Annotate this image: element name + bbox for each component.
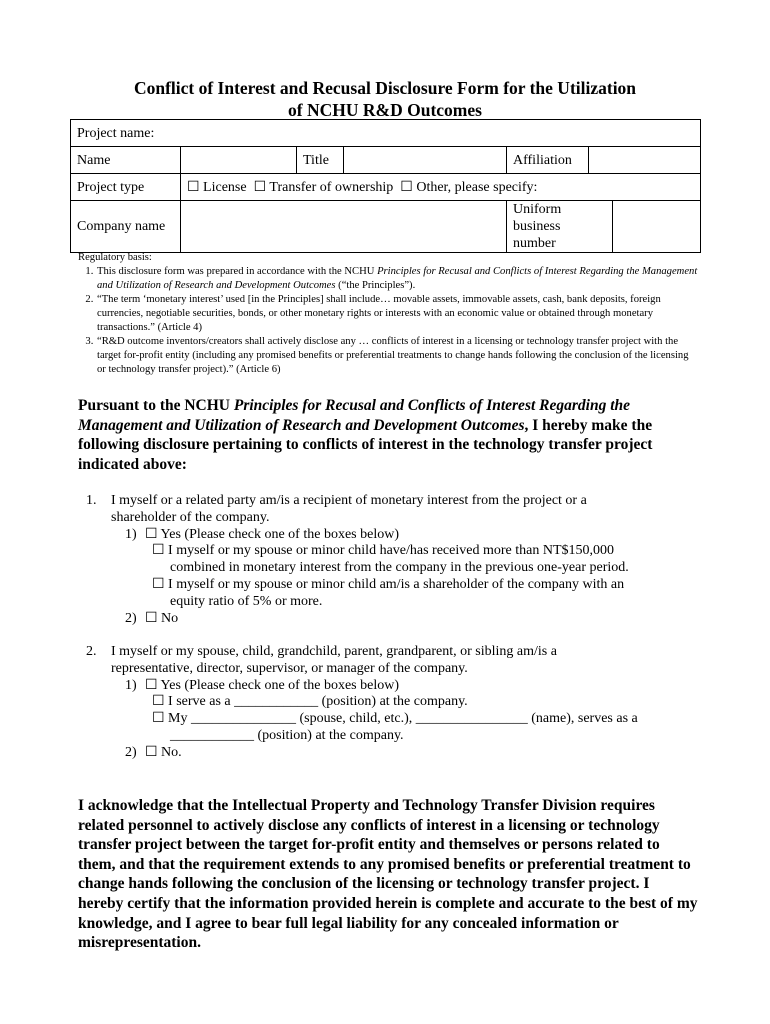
uniform-business-number-label: Uniform business number [507, 201, 613, 253]
question-text-cont: representative, director, supervisor, or manager of the company. [111, 660, 468, 676]
checkbox-option-cont: equity ratio of 5% or more. [170, 593, 323, 609]
regulatory-heading: Regulatory basis: [78, 252, 152, 263]
yes-checkbox[interactable]: ☐ Yes (Please check one of the boxes below) [145, 677, 399, 693]
checkbox-option[interactable]: ☐ I myself or my spouse or minor child am/is a shareholder of the company with an [152, 576, 625, 592]
disclosure-table [70, 119, 701, 253]
question-text: I myself or my spouse, child, grandchild, parent, grandparent, or sibling am/is a [111, 644, 557, 659]
disclosure-statement [78, 396, 678, 474]
checkbox-option-cont: ____________ (position) at the company. [170, 727, 404, 743]
question-1 [78, 493, 698, 627]
name-input-cell[interactable] [181, 147, 297, 174]
form-title [70, 77, 700, 121]
company-name-input-cell[interactable] [181, 201, 507, 253]
regulatory-list [78, 265, 698, 377]
intro-prefix: Pursuant to the NCHU [78, 397, 234, 414]
title-input-cell[interactable] [344, 147, 507, 174]
affiliation-input-cell[interactable] [589, 147, 701, 174]
company-name-label: Company name [71, 201, 181, 253]
form-title-line1: Conflict of Interest and Recusal Disclosure Form for the Utilization [133, 78, 637, 98]
name-label: Name [71, 147, 181, 174]
regulatory-item1-text: This disclosure form was prepared in accordance with the NCHU [97, 266, 378, 277]
project-name-field[interactable] [71, 120, 701, 147]
no-checkbox[interactable]: ☐ No. [145, 744, 182, 760]
checkbox-option[interactable]: ☐ I serve as a ____________ (position) at the company. [152, 694, 468, 710]
regulatory-item [96, 265, 698, 293]
project-type-label: Project type [71, 174, 181, 201]
affiliation-label: Affiliation [507, 147, 589, 174]
form-title-line2: of NCHU R&D Outcomes [288, 100, 482, 120]
question-2 [78, 644, 698, 762]
yes-checkbox[interactable]: ☐ Yes (Please check one of the boxes below) [145, 526, 399, 542]
project-name-label: Project name: [77, 125, 155, 141]
regulatory-basis [78, 251, 698, 377]
title-label: Title [297, 147, 344, 174]
question-number: 1. [86, 493, 97, 508]
question-text-cont: shareholder of the company. [111, 509, 270, 525]
question-number: 2. [86, 644, 97, 659]
no-checkbox[interactable]: ☐ No [145, 610, 179, 626]
option-number: 1) [125, 526, 137, 542]
regulatory-item: 2. “The term ‘monetary interest’ used [in the Principles] shall include… movable assets, immovable assets, cash, bank deposits, foreign currencies, negotiable securities, bonds, or other monetary rights or interests with an economic value or obtained through monetary transactions.” (Article 4) [96, 293, 698, 335]
checkbox-option-cont: combined in monetary interest from the company in the previous one-year period. [170, 560, 629, 576]
project-type-options[interactable]: ☐ License ☐ Transfer of ownership ☐ Other, please specify: [181, 174, 701, 201]
option-number: 2) [125, 744, 137, 760]
regulatory-item: 3. “R&D outcome inventors/creators shall actively disclose any … conflicts of interest in a licensing or technology transfer project with the target for-profit entity (including any promised benefits or preferential treatments to change hands following the conclusion of the licensing or technology transfer project).” (Article 6) [96, 335, 698, 377]
checkbox-option[interactable]: ☐ I myself or my spouse or minor child have/has received more than NT$150,000 [152, 543, 614, 559]
regulatory-item1-suffix: (“the Principles”). [335, 280, 416, 291]
question-text: I myself or a related party am/is a recipient of monetary interest from the project or a [111, 493, 587, 508]
option-number: 2) [125, 610, 137, 626]
intro-principles-title: Principles for Recusal and Conflicts of Interest Regarding the Management and Utilization of Research and Development Outcomes [78, 397, 631, 434]
intro-suffix: , I hereby make the following disclosure pertaining to conflicts of interest in the technology transfer project indicated above: [78, 416, 653, 473]
option-number: 1) [125, 677, 137, 693]
principles-title: Principles for Recusal and Conflicts of Interest Regarding the Management and Utilization of Research and Development Outcomes [97, 266, 698, 291]
checkbox-option[interactable]: ☐ My _______________ (spouse, child, etc.), ________________ (name), serves as a [152, 711, 638, 727]
uniform-business-number-input-cell[interactable] [613, 201, 701, 253]
acknowledgement-statement: I acknowledge that the Intellectual Property and Technology Transfer Division requires related personnel to actively disclose any conflicts of interest in a licensing or technology transfer project between the target for-profit entity and themselves or persons related to them, and that the requirement extends to any promised benefits or preferential treatment to change hands following the conclusion of the licensing or technology transfer project. I hereby certify that the information provided herein is complete and accurate to the best of my knowledge, and I agree to bear full legal liability for any concealed information or misrepresentation. [78, 797, 698, 952]
